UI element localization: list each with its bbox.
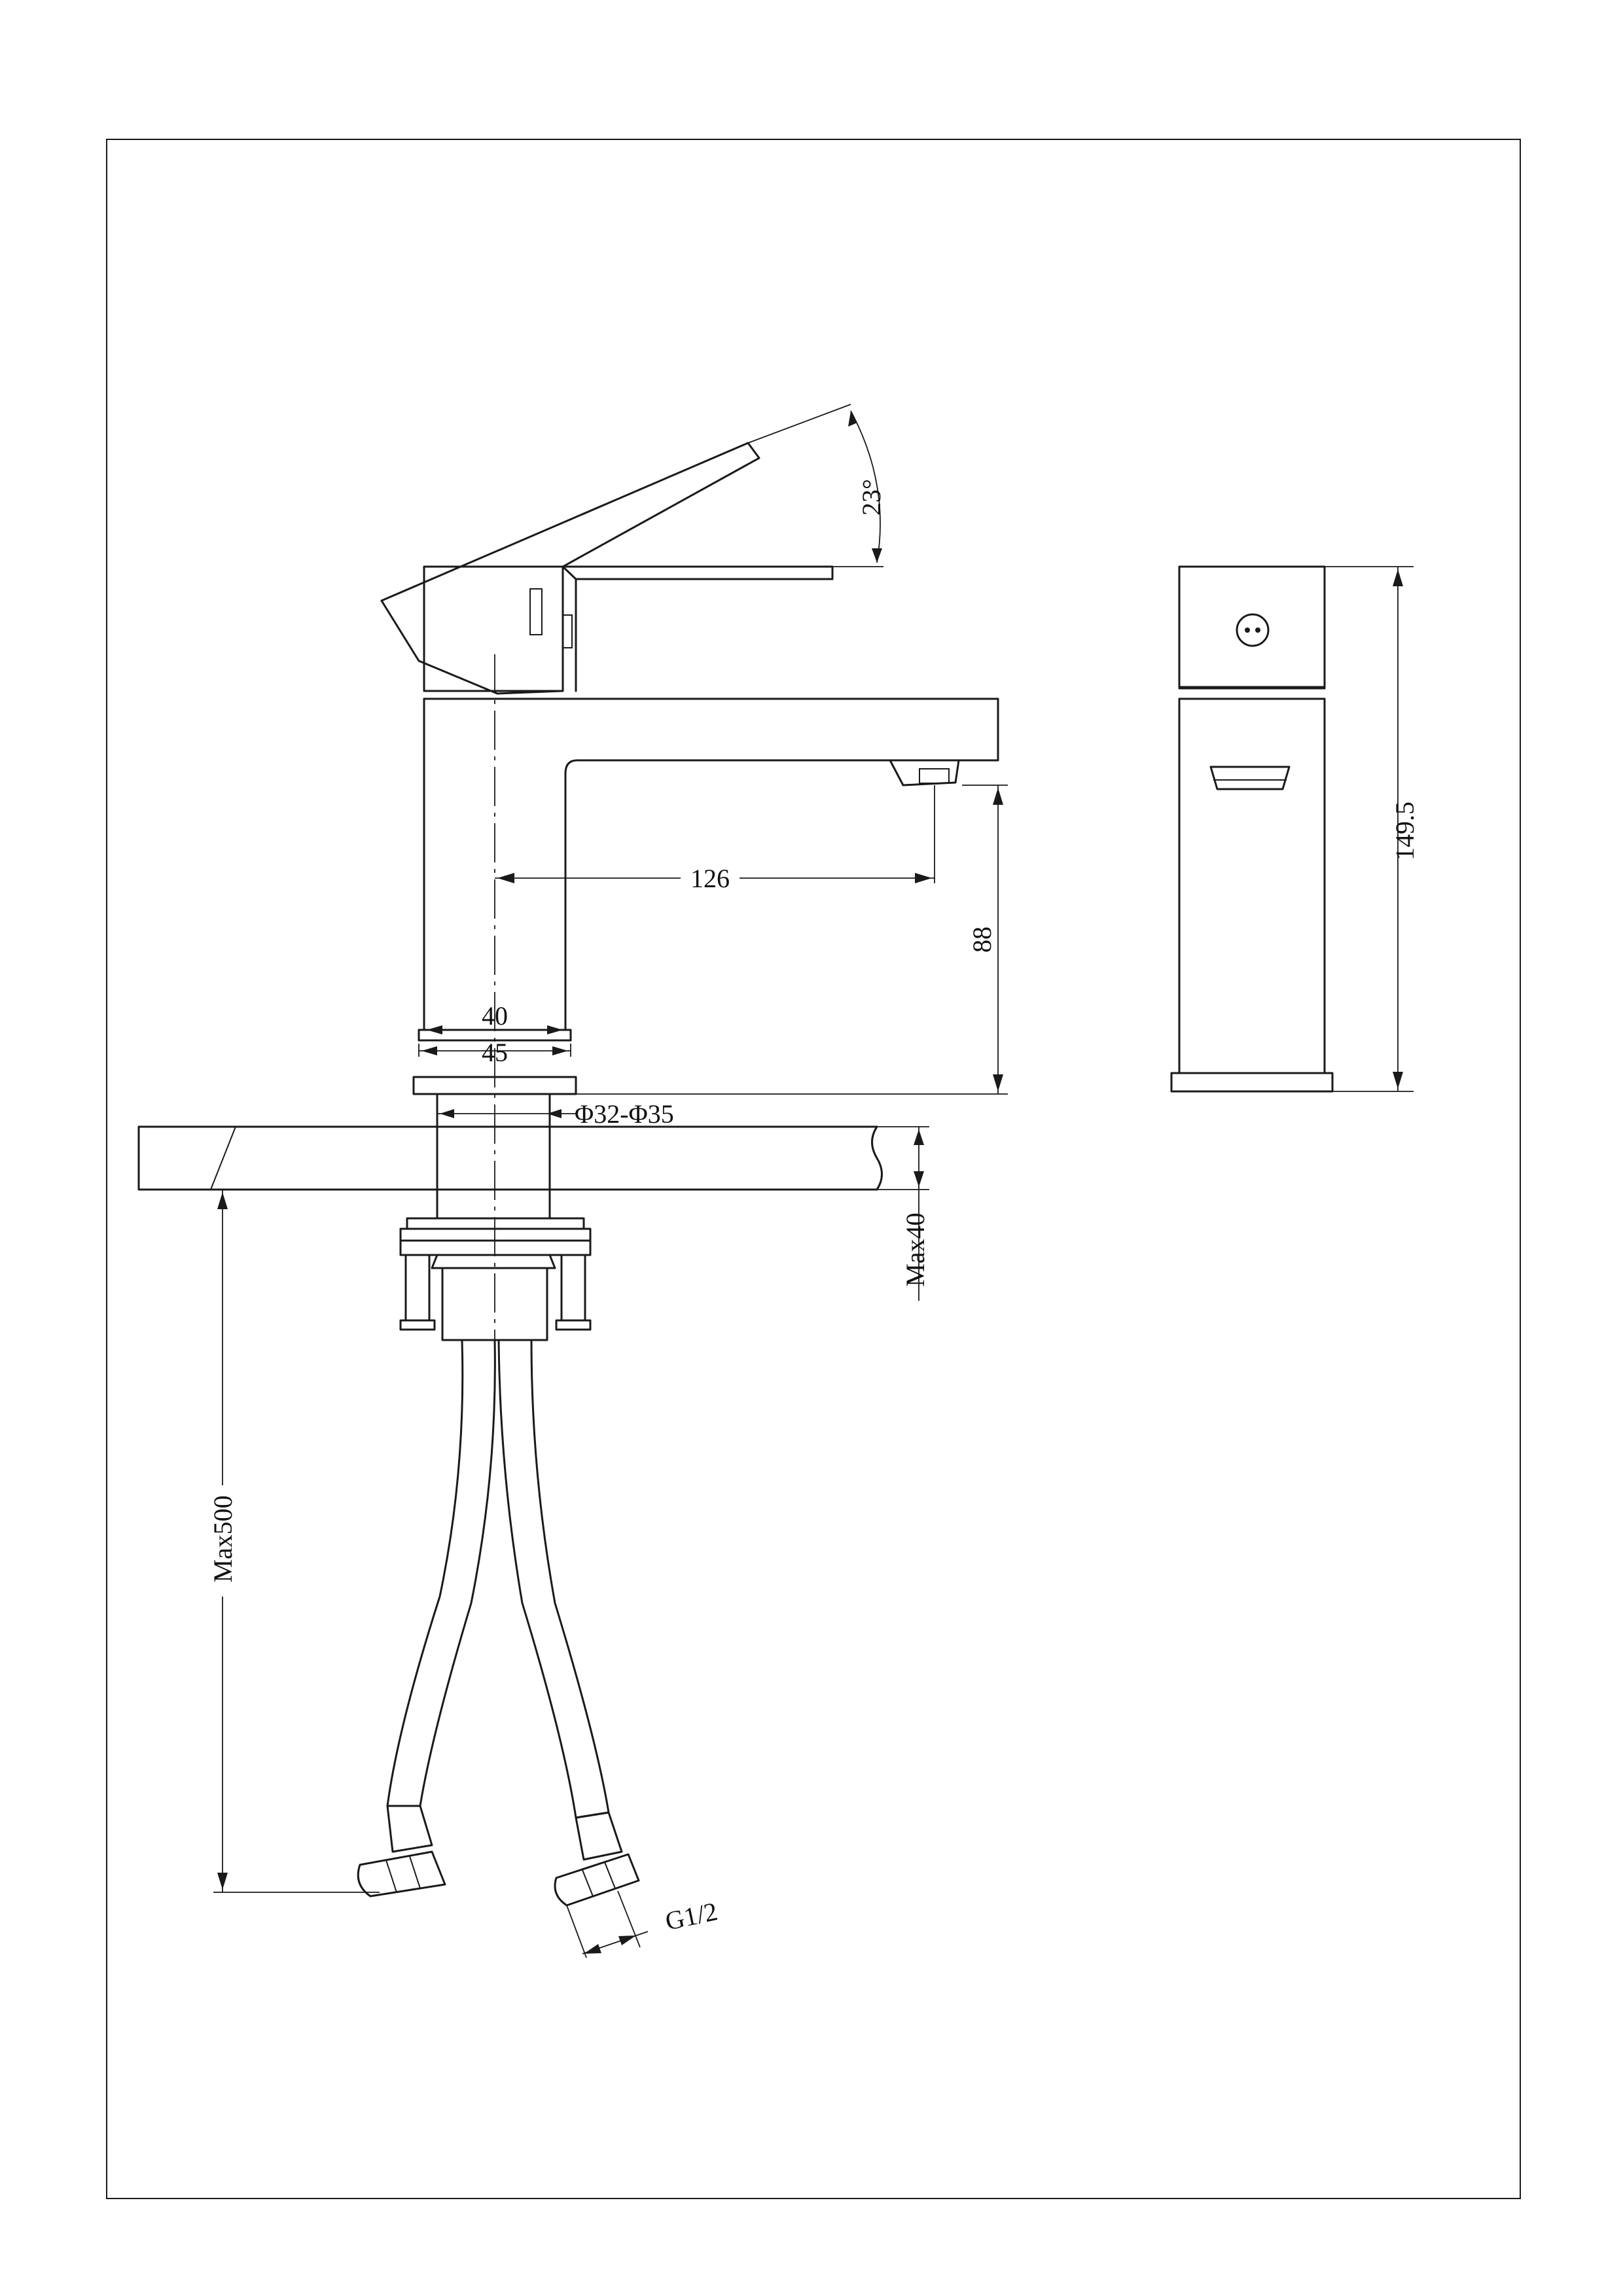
sheet-border bbox=[107, 139, 1520, 2199]
dim-thread-diameter bbox=[437, 1099, 674, 1129]
countertop bbox=[139, 1127, 882, 1190]
lever-angle-label: 23° bbox=[857, 479, 886, 516]
dim-hose-length bbox=[207, 1190, 380, 1892]
dim-deck-thickness bbox=[877, 1127, 930, 1301]
body-width-label: 40 bbox=[482, 1001, 508, 1031]
dim-base-width bbox=[419, 1038, 571, 1067]
dim-spout-reach bbox=[495, 785, 935, 893]
deck-thickness-label: Max40 bbox=[901, 1212, 930, 1287]
thread-diameter-label: Φ32-Φ35 bbox=[575, 1099, 674, 1129]
spout-height-label: 88 bbox=[967, 927, 997, 953]
dim-lever-angle bbox=[748, 404, 886, 567]
base-width-label: 45 bbox=[482, 1038, 508, 1067]
spout-reach-label: 126 bbox=[690, 864, 730, 893]
hose-connection-label: G1/2 bbox=[662, 1896, 721, 1936]
total-height-label: 149.5 bbox=[1390, 802, 1419, 860]
faucet-front-view bbox=[1171, 567, 1332, 1091]
dim-hose-connection bbox=[567, 1891, 720, 1958]
dim-body-width bbox=[424, 1001, 565, 1034]
flexible-hoses bbox=[358, 1340, 639, 1905]
hose-length-label: Max500 bbox=[208, 1495, 238, 1583]
dim-spout-height bbox=[576, 785, 1008, 1094]
faucet-side-view bbox=[382, 443, 998, 1094]
threaded-shank bbox=[401, 1094, 590, 1340]
dim-total-height bbox=[1325, 567, 1419, 1091]
